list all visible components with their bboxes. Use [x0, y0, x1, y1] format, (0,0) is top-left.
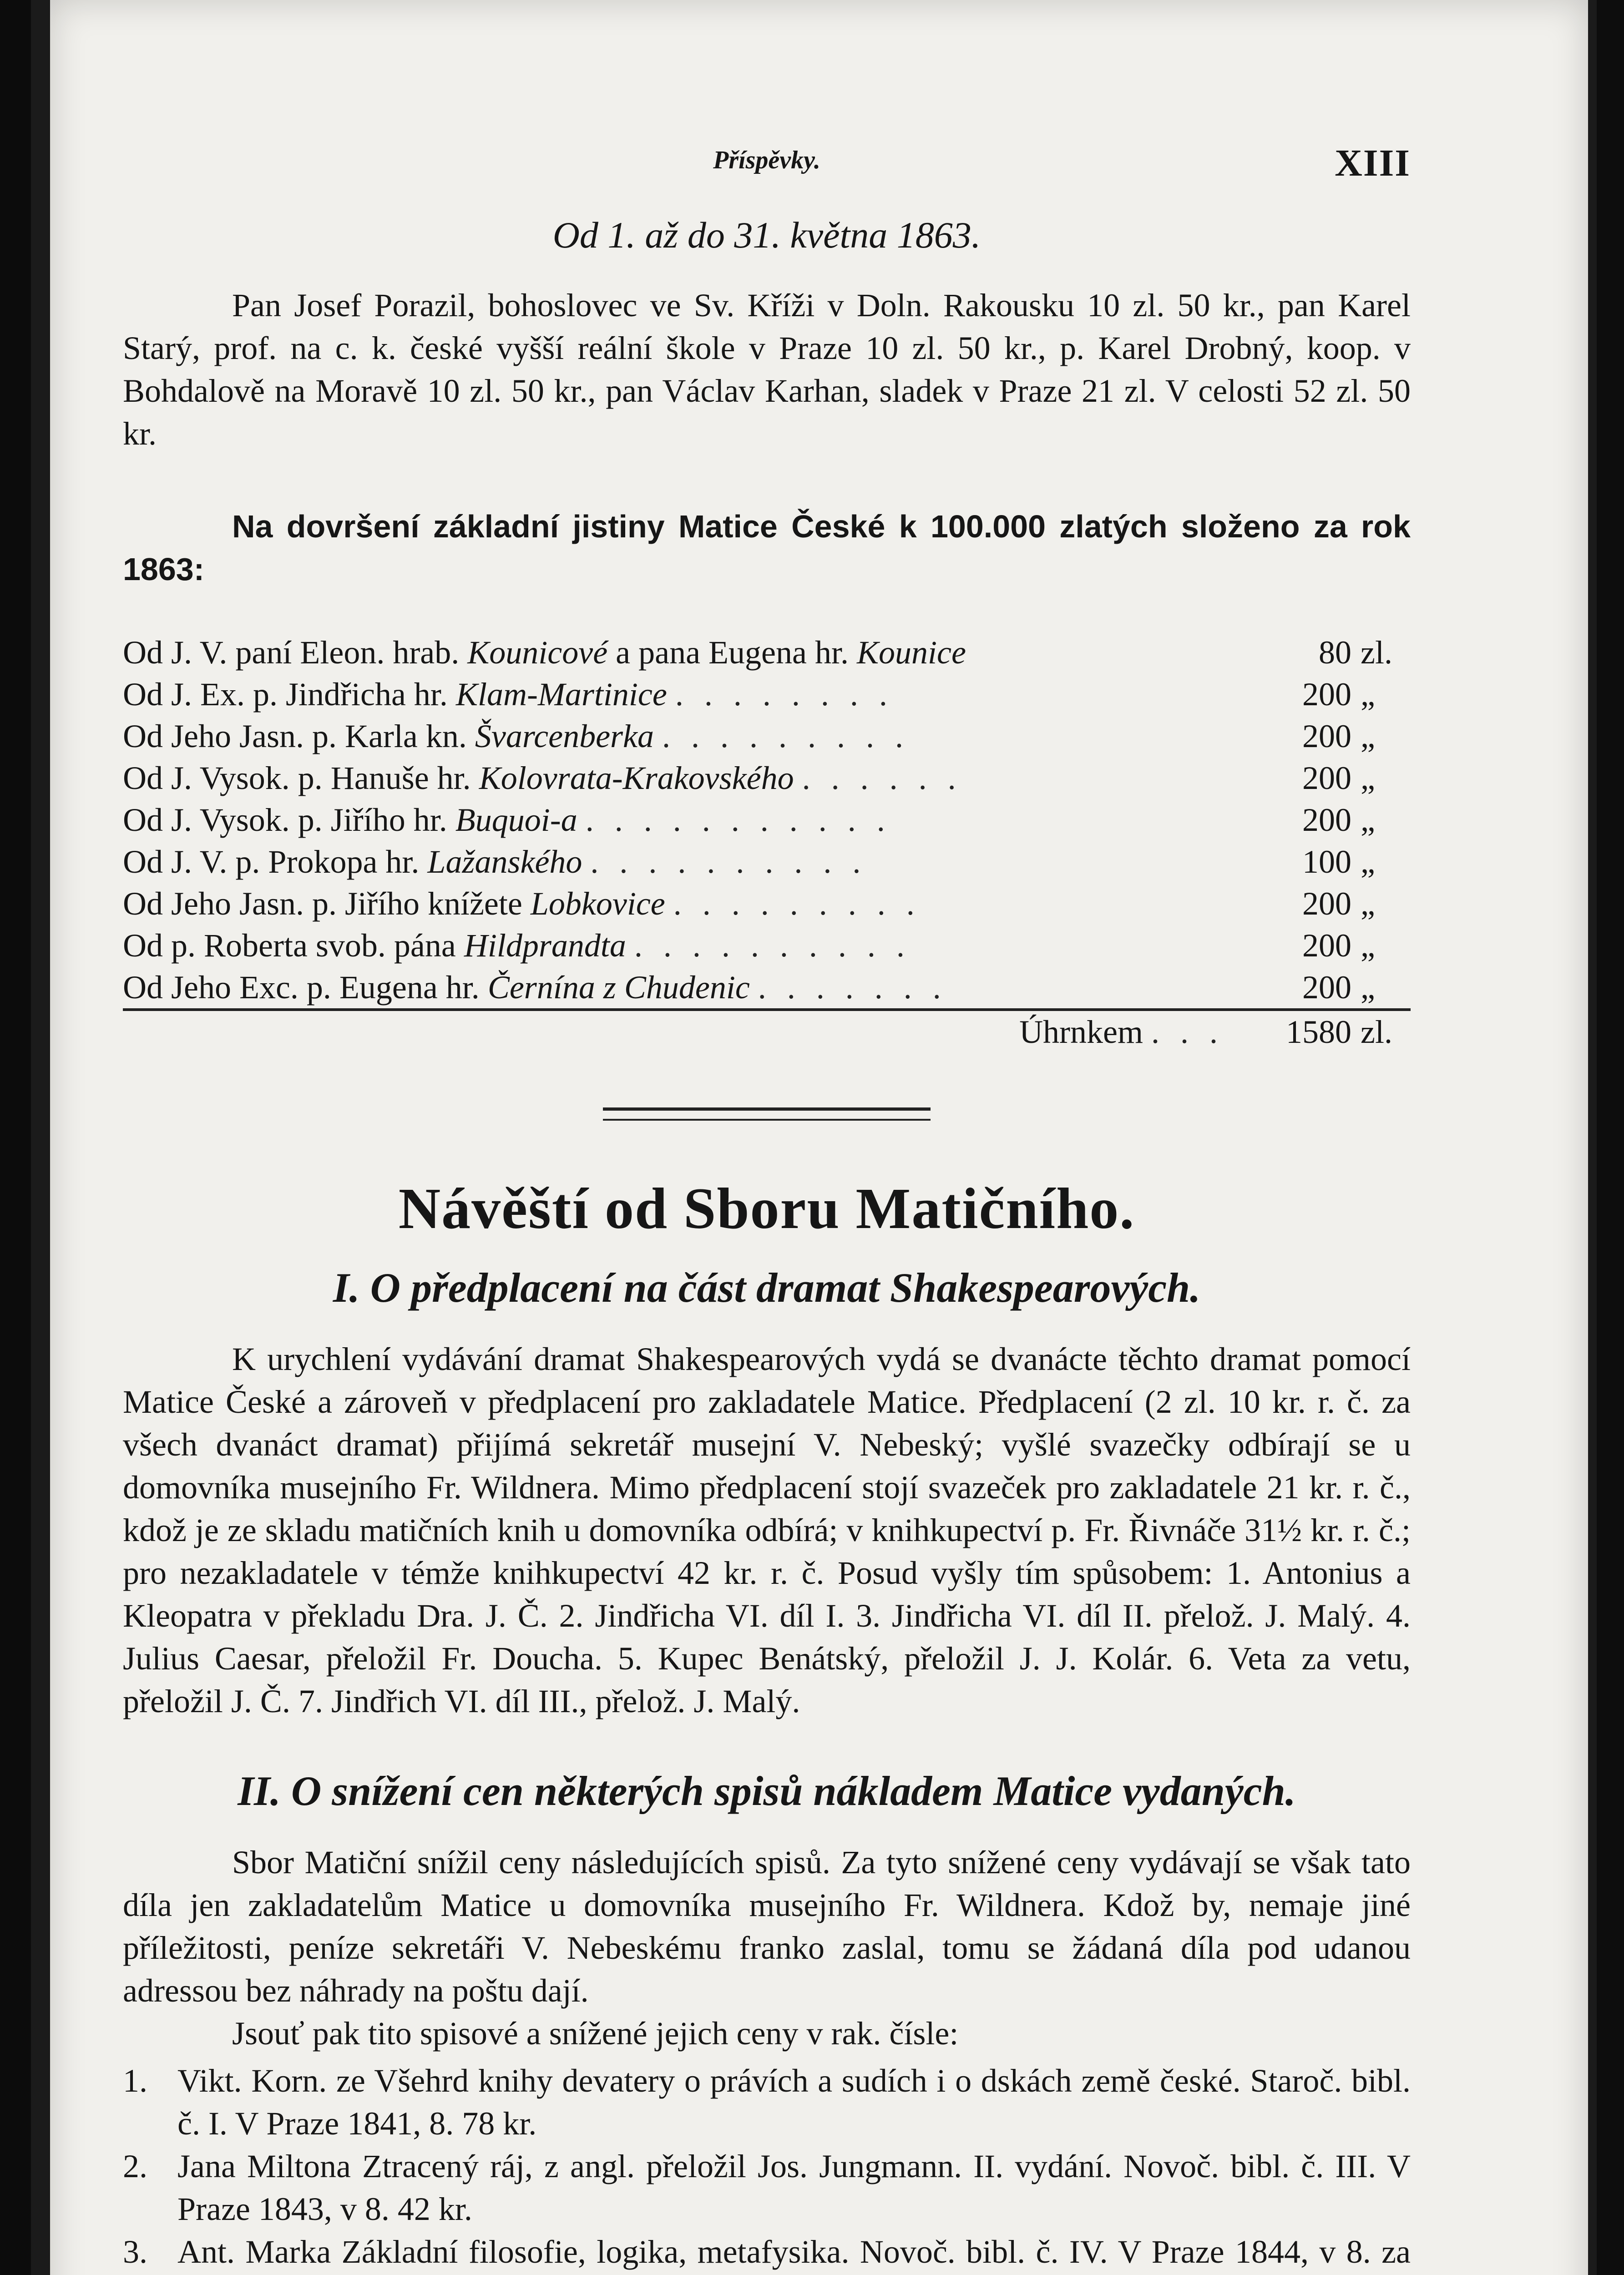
donor-name: Buquoi-a: [455, 802, 577, 838]
donor-row: [123, 673, 1411, 715]
donor-amount: 80: [1319, 634, 1351, 671]
donor-name: Kounicové: [467, 634, 608, 671]
document-page: [50, 0, 1588, 2275]
leader-dots: . . . . . . . . . . .: [585, 802, 891, 838]
total-label: Úhrnkem: [1019, 1014, 1143, 1050]
list-item-text: Ant. Marka Základní filosofie, logika, metafysika. Novoč. bibl. č. IV. V Praze 1844, v 8. za: [177, 2234, 1411, 2270]
list-item-number: 1.: [123, 2063, 147, 2099]
donor-name: Švarcenberka: [475, 718, 654, 754]
donor-from: Od J. V. p. Prokopa hr.: [123, 844, 420, 880]
leader-dots: . . . . . . . .: [675, 676, 894, 713]
donor-row: [123, 966, 1411, 1010]
donor-row: [123, 757, 1411, 799]
total-dots: . . .: [1151, 1014, 1224, 1050]
total-amount: 1580: [1238, 1010, 1351, 1053]
list-item-text: Jana Miltona Ztracený ráj, z angl. přeložil Jos. Jungmann. II. vydání. Novoč. bibl. č. III. V Praze 1843, v 8. 42 kr.: [177, 2148, 1411, 2227]
list-item: [123, 2059, 1411, 2145]
section2-text1: Sbor Matiční snížil ceny následujících spisů. Za tyto snížené ceny vydávají se však tato díla jen zakladatelům Matice u domovníka musejního Fr. Wildnera. Kdož by, nemaje jiné příležitosti, peníze sekretáři V. Nebeskému franko zaslal, tomu se žádaná díla pod udanou adressou bez náhrady na poštu dají.: [123, 1844, 1411, 2009]
running-header: [123, 142, 1411, 196]
donor-row: [123, 841, 1411, 883]
donor-from: Od p. Roberta svob. pána: [123, 927, 456, 964]
donor-name: Hildprandta: [464, 927, 626, 964]
section-separator-rule: [603, 1107, 931, 1121]
donor-from: Od J. Ex. p. Jindřicha hr.: [123, 676, 448, 713]
section1-heading: I. O předplacení na část dramat Shakespearových.: [333, 1264, 1201, 1311]
donor-tail: a pana Eugena hr.: [616, 634, 849, 671]
leader-dots: . . . . . . . . . .: [590, 844, 867, 880]
donor-table: [123, 632, 1411, 1053]
donor-name: Lobkovice: [530, 885, 665, 922]
donor-unit: „: [1361, 927, 1375, 964]
donor-row: [123, 632, 1411, 673]
leader-dots: . . . . . .: [802, 760, 962, 796]
leader-dots: . . . . . . . . . .: [634, 927, 911, 964]
donor-name: Lažanského: [427, 844, 582, 880]
section2-text2: Jsouť pak tito spisové a snížené jejich ceny v rak. čísle:: [232, 2015, 959, 2052]
section2-heading: II. O snížení cen některých spisů nákladem Matice vydaných.: [238, 1768, 1296, 1814]
foundation-heading: Na dovršení základní jistiny Matice České k 100.000 zlatých složeno za rok 1863:: [123, 509, 1411, 587]
donor-amount: 200: [1302, 927, 1351, 964]
list-item: [123, 2145, 1411, 2230]
donor-row: [123, 883, 1411, 925]
page-number: XIII: [1335, 142, 1411, 184]
donor-from: Od Jeho Jasn. p. Jiřího knížete: [123, 885, 522, 922]
total-unit: zl.: [1351, 1010, 1411, 1053]
donor-name: Kolovrata-Krakovského: [479, 760, 794, 796]
scan-border-right: [1597, 0, 1624, 2275]
donor-amount: 200: [1302, 969, 1351, 1006]
donor-from: Od Jeho Jasn. p. Karla kn.: [123, 718, 467, 754]
donor-amount: 200: [1302, 802, 1351, 838]
donor-unit: „: [1361, 718, 1375, 754]
donor-amount: 200: [1302, 885, 1351, 922]
leader-dots: . . . . . . . . .: [662, 718, 910, 754]
donor-name: Klam-Martinice: [455, 676, 667, 713]
reduced-price-list: [123, 2059, 1411, 2275]
list-item-text: Vikt. Korn. ze Všehrd knihy devatery o právích a sudích i o dskách země české. Staroč. bibl. č. I. V Praze 1841, 8. 78 kr.: [177, 2063, 1411, 2142]
donor-from: Od J. V. paní Eleon. hrab.: [123, 634, 460, 671]
donor-from: Od J. Vysok. p. Jiřího hr.: [123, 802, 447, 838]
donor-unit: „: [1361, 760, 1375, 796]
leader-dots: . . . . . . . . .: [673, 885, 921, 922]
scan-border-left: [0, 0, 31, 2275]
section-date-heading: Od 1. až do 31. května 1863.: [552, 214, 981, 256]
donor-from: Od Jeho Exc. p. Eugena hr.: [123, 969, 480, 1006]
donor-row: [123, 715, 1411, 757]
section1-text: K urychlení vydávání dramat Shakespearových vydá se dvanácte těchto dramat pomocí Matice České a zároveň v předplacení pro zakladatele Matice. Předplacení (2 zl. 10 kr. r. č. za všech dvanáct dramat) přijímá sekretář musejní V. Nebeský; vyšlé svazečky odbírají se u domovníka musejního Fr. Wildnera. Mimo předplacení stojí svazeček pro zakladatele 21 kr. r. č., kdož je ze skladu matičních knih u domovníka odbírá; v knihkupectví p. Fr. Řivnáče 31½ kr. r. č.; pro nezakladatele v témže knihkupectví 42 kr. r. č. Posud vyšly tím spůsobem: 1. Antonius a Kleopatra v překladu Dra. J. Č. 2. Jindřicha VI. díl I. 3. Jindřicha VI. díl II. přelož. J. Malý. 4. Julius Caesar, přeložil Fr. Doucha. 5. Kupec Benátský, přeložil J. J. Kolár. 6. Veta za vetu, přeložil J. Č. 7. Jindřich VI. díl III., přelož. J. Malý.: [123, 1341, 1411, 1719]
donor-row: [123, 799, 1411, 841]
list-item-number: 3.: [123, 2234, 147, 2270]
notice-heading: Návěští od Sboru Matičního.: [398, 1176, 1135, 1241]
list-item: [123, 2230, 1411, 2275]
donations-paragraph: Pan Josef Porazil, bohoslovec ve Sv. Kříži v Doln. Rakousku 10 zl. 50 kr., pan Karel Starý, prof. na c. k. české vyšší reální škole v Praze 10 zl. 50 kr., p. Karel Drobný, koop. v Bohdalově na Moravě 10 zl. 50 kr., pan Václav Karhan, sladek v Praze 21 zl. V celosti 52 zl. 50 kr.: [123, 287, 1411, 452]
donor-unit: „: [1361, 676, 1375, 713]
donor-from: Od J. Vysok. p. Hanuše hr.: [123, 760, 471, 796]
donor-amount: 200: [1302, 760, 1351, 796]
donor-amount: 200: [1302, 718, 1351, 754]
donor-name2: Kounice: [856, 634, 966, 671]
donor-amount: 200: [1302, 676, 1351, 713]
donor-name: Černína z Chudenic: [487, 969, 750, 1006]
total-row: [123, 1010, 1411, 1053]
running-title: Příspěvky.: [713, 146, 820, 174]
leader-dots: . . . . . . .: [758, 969, 947, 1006]
donor-unit: zl.: [1361, 634, 1392, 671]
donor-row: [123, 925, 1411, 966]
donor-unit: „: [1361, 885, 1375, 922]
donor-unit: „: [1361, 802, 1375, 838]
list-item-number: 2.: [123, 2148, 147, 2184]
donor-unit: „: [1361, 969, 1375, 1006]
page-content: [123, 142, 1411, 2275]
donor-amount: 100: [1302, 844, 1351, 880]
donor-unit: „: [1361, 844, 1375, 880]
